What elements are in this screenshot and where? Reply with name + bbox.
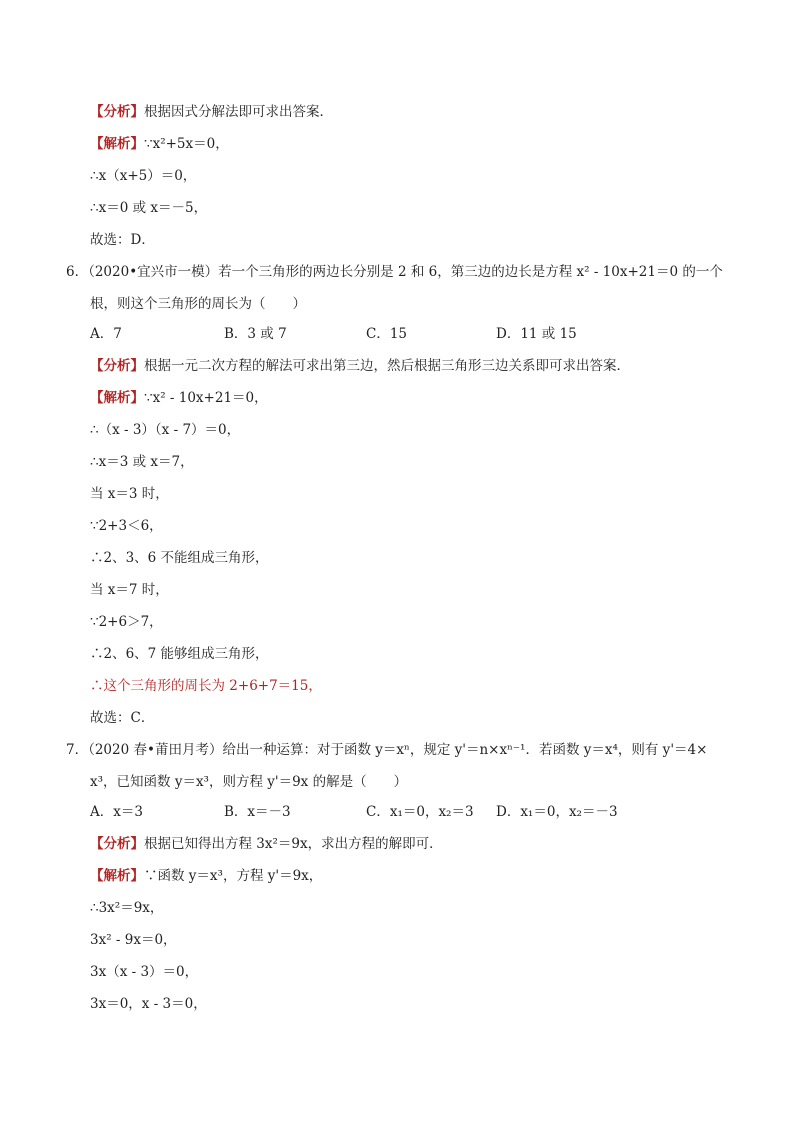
analysis-tag: 【分析】 [90,836,144,852]
q6-solution-line-10: ∴这个三角形的周长为 2+6+7＝15， [90,678,322,694]
q6-options [90,324,710,344]
q5-solution-line-2: ∴x（x+5）＝0， [90,168,197,184]
q6-solution-line-4: 当 x＝3 时， [90,486,169,502]
q5-solution-line-1 [90,134,229,154]
solution-step: ∵x²+5x＝0， [144,136,229,152]
analysis-text: 根据已知得出方程 3x²＝9x，求出方程的解即可． [144,836,443,852]
q7-solution-line-4: 3x（x - 3）＝0， [90,964,199,980]
question-stem: （2020 春•莆田月考）给出一种运算：对于函数 y＝xⁿ，规定 y'＝n×xⁿ⁻¹．若函数 y＝x⁴，则有 y'＝4× [88,742,708,758]
analysis-tag: 【分析】 [90,358,144,374]
analysis-text: 根据因式分解法即可求出答案． [144,104,333,120]
solution-tag: 【解析】 [90,868,144,884]
option-a: A．x＝3 [90,804,143,820]
q7-stem-line-1 [66,740,707,760]
option-c: C．15 [366,326,408,342]
option-b: B．3 或 7 [224,326,287,342]
analysis-text: 根据一元二次方程的解法可求出第三边，然后根据三角形三边关系即可求出答案． [144,358,630,374]
q7-solution-line-1 [90,866,322,886]
solution-tag: 【解析】 [90,136,144,152]
q5-analysis [90,102,333,122]
q6-answer: 故选：C． [90,710,155,726]
q7-stem-line-2: x³，已知函数 y＝x³，则方程 y'＝9x 的解是（ ） [90,774,408,790]
q7-analysis [90,834,443,854]
q6-analysis [90,356,630,376]
analysis-tag: 【分析】 [90,104,144,120]
q6-solution-line-7: 当 x＝7 时， [90,582,169,598]
q6-stem-line-1 [66,262,723,282]
q7-options [90,802,730,822]
solution-step: ∵函数 y＝x³，方程 y'＝9x， [144,868,323,884]
q5-solution-line-3: ∴x＝0 或 x＝－5， [90,200,208,216]
question-stem: （2020•宜兴市一模）若一个三角形的两边长分别是 2 和 6，第三边的边长是方程 x² - 10x+21＝0 的一个 [88,264,723,280]
question-number: 6． [66,264,89,280]
q6-solution-line-8: ∵2+6＞7， [90,614,163,630]
q6-solution-line-6: ∴2、3、6 不能组成三角形， [90,550,269,566]
option-b: B．x＝－3 [224,804,291,820]
option-a: A．7 [90,326,122,342]
option-d: D．11 或 15 [496,326,577,342]
option-c: C．x₁＝0，x₂＝3 [366,804,474,820]
q6-solution-line-2: ∴（x - 3）（x - 7）＝0， [90,422,241,438]
q5-answer: 故选：D． [90,232,155,248]
q6-solution-line-9: ∴2、6、7 能够组成三角形， [90,646,269,662]
q7-solution-line-2: ∴3x²＝9x， [90,900,164,916]
solution-step: ∵x² - 10x+21＝0， [144,390,268,406]
solution-tag: 【解析】 [90,390,144,406]
q7-solution-line-3: 3x² - 9x＝0， [90,932,177,948]
q6-stem-line-2: 根，则这个三角形的周长为（ ） [90,296,306,312]
q6-solution-line-3: ∴x＝3 或 x＝7， [90,454,194,470]
q7-solution-line-5: 3x＝0，x - 3＝0， [90,996,207,1012]
q6-solution-line-1 [90,388,268,408]
question-number: 7． [66,742,89,758]
q6-solution-line-5: ∵2+3＜6， [90,518,163,534]
option-d: D．x₁＝0，x₂＝－3 [496,804,618,820]
